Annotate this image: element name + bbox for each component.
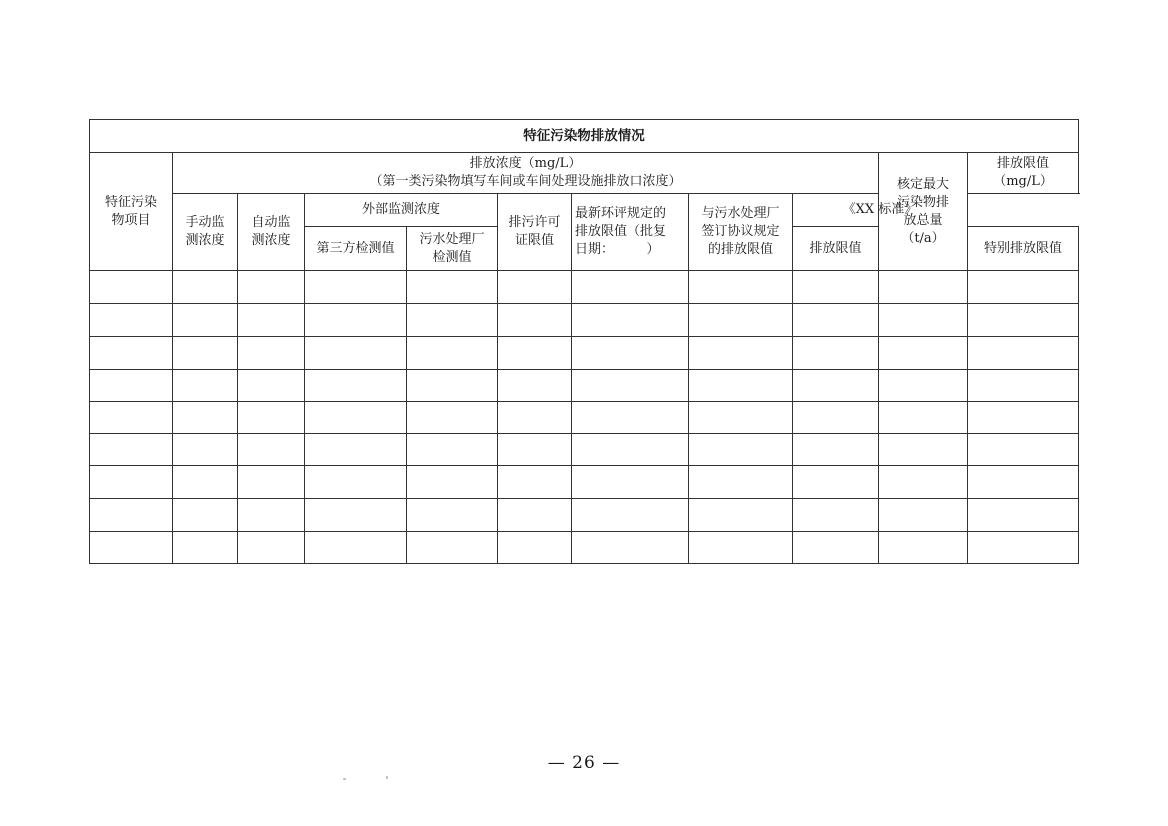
table-cell (305, 337, 407, 370)
table-cell (90, 271, 173, 304)
table-cell (498, 370, 572, 402)
table-cell (238, 466, 305, 499)
table-cell (173, 434, 238, 466)
scan-speck (386, 776, 388, 779)
table-cell (407, 434, 498, 466)
table-cell (498, 532, 572, 564)
table-cell (879, 337, 968, 370)
table-cell (572, 402, 689, 434)
header-limit-group: 排放限值（mg/L） (968, 153, 1079, 194)
table-cell (90, 337, 173, 370)
table-cell (173, 466, 238, 499)
table-cell (793, 434, 879, 466)
table-cell (238, 402, 305, 434)
table-cell (498, 466, 572, 499)
table-cell (407, 271, 498, 304)
table-cell (968, 402, 1079, 434)
header-special-limit: 特别排放限值 (968, 227, 1079, 271)
table-cell (689, 370, 793, 402)
table-cell (173, 402, 238, 434)
table-cell (968, 499, 1079, 532)
table-cell (90, 466, 173, 499)
table-cell (90, 402, 173, 434)
table-cell (793, 304, 879, 337)
scan-speck (343, 778, 346, 780)
table-cell (879, 271, 968, 304)
table-cell (238, 337, 305, 370)
table-row (90, 271, 1079, 304)
table-cell (407, 499, 498, 532)
table-cell (173, 337, 238, 370)
table-body (90, 271, 1079, 564)
table-cell (968, 434, 1079, 466)
table-row (90, 370, 1079, 402)
table-cell (238, 271, 305, 304)
table-cell (689, 466, 793, 499)
table-cell (572, 337, 689, 370)
header-concentration-group: 排放浓度（mg/L） （第一类污染物填写车间或车间处理设施排放口浓度） (173, 153, 879, 194)
table-row (90, 466, 1079, 499)
table-cell (173, 370, 238, 402)
table-row (90, 434, 1079, 466)
header-third-party: 第三方检测值 (305, 227, 407, 271)
table-row (90, 499, 1079, 532)
table-cell (238, 370, 305, 402)
pollutant-emission-table (89, 119, 1079, 564)
table-cell (407, 337, 498, 370)
table-row (90, 337, 1079, 370)
table-cell (90, 434, 173, 466)
table-cell (689, 434, 793, 466)
table-cell (498, 304, 572, 337)
table-cell (305, 434, 407, 466)
table-cell (407, 402, 498, 434)
table-cell (689, 337, 793, 370)
table-cell (90, 499, 173, 532)
table-cell (689, 532, 793, 564)
table-row (90, 304, 1079, 337)
table-cell (793, 466, 879, 499)
table-cell (689, 402, 793, 434)
table-cell (305, 466, 407, 499)
table-cell (173, 532, 238, 564)
table-cell (793, 499, 879, 532)
table-cell (968, 337, 1079, 370)
table-cell (238, 499, 305, 532)
table-cell (572, 304, 689, 337)
header-manual-monitoring: 手动监 测浓度 (173, 194, 238, 271)
table-cell (572, 532, 689, 564)
table-cell (305, 402, 407, 434)
table-cell (879, 434, 968, 466)
table-cell (793, 532, 879, 564)
table-cell (689, 499, 793, 532)
table-cell (689, 304, 793, 337)
table-cell (879, 402, 968, 434)
table-cell (879, 304, 968, 337)
table-cell (90, 370, 173, 402)
header-limit: 排放限值 (793, 227, 879, 271)
table-cell (793, 370, 879, 402)
table-cell (793, 271, 879, 304)
table-cell (305, 304, 407, 337)
table-title: 特征污染物排放情况 (90, 120, 1079, 153)
table-cell (238, 304, 305, 337)
table-cell (238, 434, 305, 466)
table-cell (305, 532, 407, 564)
table-cell (305, 370, 407, 402)
table-cell (173, 499, 238, 532)
header-external-group: 外部监测浓度 (305, 194, 498, 227)
header-eia-limit: 最新环评规定的 排放限值（批复 日期： ） (572, 194, 689, 271)
table-cell (498, 271, 572, 304)
table-cell (407, 370, 498, 402)
table-row (90, 532, 1079, 564)
table-cell (572, 271, 689, 304)
table-cell (407, 304, 498, 337)
table-cell (879, 532, 968, 564)
table-cell (793, 337, 879, 370)
table-cell (572, 499, 689, 532)
table-cell (173, 271, 238, 304)
table-cell (968, 370, 1079, 402)
table-cell (407, 466, 498, 499)
header-agreement-limit: 与污水处理厂 签订协议规定 的排放限值 (689, 194, 793, 271)
header-max-total: 核定最大 污染物排 放总量 （t/a） (879, 153, 968, 271)
table-cell (498, 434, 572, 466)
table-cell (572, 370, 689, 402)
header-permit-limit: 排污许可 证限值 (498, 194, 572, 271)
table-cell (90, 304, 173, 337)
table-cell (407, 532, 498, 564)
header-pollutant-item: 特征污染 物项目 (90, 153, 173, 271)
table-cell (238, 532, 305, 564)
table-cell (572, 434, 689, 466)
table-cell (572, 466, 689, 499)
table-row (90, 402, 1079, 434)
header-auto-monitoring: 自动监 测浓度 (238, 194, 305, 271)
table-cell (498, 337, 572, 370)
table-cell (968, 532, 1079, 564)
table-cell (793, 402, 879, 434)
header-wwtp-test: 污水处理厂 检测值 (407, 227, 498, 271)
table-cell (968, 304, 1079, 337)
table-cell (498, 499, 572, 532)
table-cell (968, 271, 1079, 304)
table-cell (968, 466, 1079, 499)
table-cell (305, 271, 407, 304)
table-cell (305, 499, 407, 532)
table-cell (879, 466, 968, 499)
page-number: — 26 — (547, 753, 621, 773)
table-cell (689, 271, 793, 304)
table-cell (173, 304, 238, 337)
table-cell (879, 499, 968, 532)
table-cell (879, 370, 968, 402)
table-cell (498, 402, 572, 434)
table-cell (90, 532, 173, 564)
header-standard: 《XX 标准》 (793, 194, 968, 227)
